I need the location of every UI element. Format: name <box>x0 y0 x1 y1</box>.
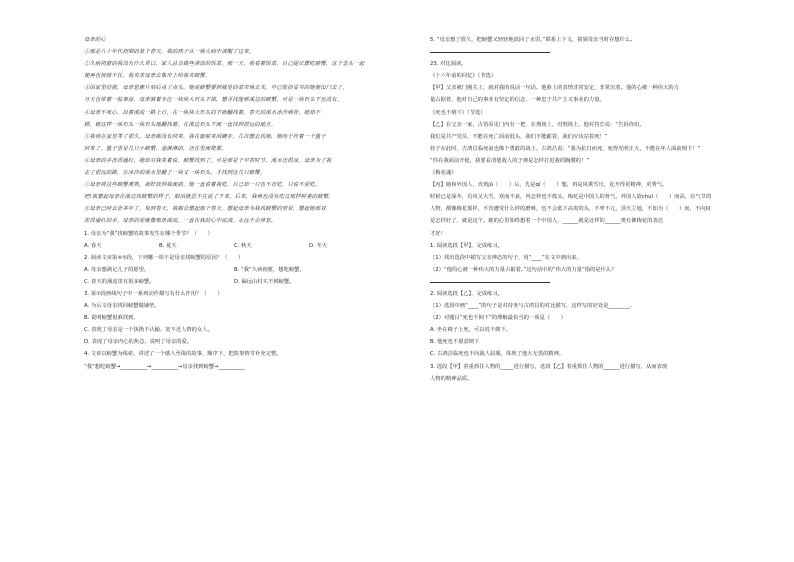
text-c-line: 是怎样好了，就是这个。她的心里始终想着一个中国人，______就是这样的______奥有佛梅花的表达 <box>430 218 664 225</box>
text-c-line: 【丙】她和外国人，直到jǔ（ ）后，先是qí（ ）想，再是风欺雪压，花开得更精神，更秀气。 <box>430 182 668 189</box>
sub-question: 2. 阅读选段【乙】，完成练习。 <box>430 290 503 297</box>
paragraph: 冻得通红的手。母亲的爱就像那条溪流，一直在我的心中流淌，永远不会停息。 <box>84 218 277 225</box>
paragraph: 走了很远的路，在冰冷的溪水里翻了一块又一块石头，才找到这几只螃蟹。 <box>84 170 266 177</box>
paragraph: ⑦母亲将这些螃蟹煮熟，剥好放到我面前。她一直看着我吃，自己却一只也不肯吃，只说不爱吃。 <box>84 182 321 189</box>
text-b-line: 我们是共产党员，不能在死亡面前低头，我们不能跪着，我们应该站着死！” <box>430 133 608 140</box>
question-2: 2. 阅读文章第④⑤段，下列哪一项不是母亲找螃蟹的原因？（ ） <box>84 254 244 261</box>
paragraph: ⑥母亲的手冻得通红，她却对我笑着说，螃蟹找到了。可是那是个早春时节，溪水还很凉，母亲为了我 <box>84 157 332 164</box>
text-a-line: 量占据着，他对自己的事业有坚定的信念，一种忠于共产主义事业的力量。 <box>430 97 605 104</box>
sub-question: 1. 阅读选段【甲】，完成练习。 <box>430 242 503 249</box>
question-2-options-row <box>84 276 384 288</box>
option: A. 春天 <box>84 242 102 249</box>
answer-rule <box>430 46 550 53</box>
text-b-line: 持子在此时，吉鸿昌临死前也像个勇敢的战士，古鸿昌说：“我为抗日而死，死得光明正大，不能在坏人面前倒下！” <box>430 145 701 152</box>
option: D. 冬天 <box>309 242 328 249</box>
option: C. 古鸿昌临死也不向敌人屈服，体现了他大无畏的精神。 <box>430 351 565 358</box>
text-b-line: “你在我面前开枪，我要看清楚敌人的子弹是怎样打进我的胸膛的！” <box>430 157 590 164</box>
answer-rule <box>430 276 550 283</box>
sub-question: （2）对题目“死也不倒下”的理解最恰当的一项是（ ） <box>430 315 566 322</box>
option: D. 偏远山村买不到螃蟹。 <box>234 278 295 285</box>
question-2-options-row <box>84 264 384 276</box>
question-3: 3. 第⑦段画线句子中一系列动作描写有什么作用？（ ） <box>84 290 223 297</box>
paragraph: ②久病初愈的我没有什么胃口，家人总会做些清淡的饭菜。那一天，我看着饭菜，自己提议想吃螃蟹，这个念头一起 <box>84 61 365 68</box>
paragraph: 月天也带着一股寒意，母亲骑着车往一块块大石头下探，想寻找能够溪边的螃蟹，可是一块石头下也没有。 <box>84 97 343 104</box>
text-c-line: 人物，都像梅花那样，不管遭受什么样的磨难，也不会低下高贵的头，不卑不亢，顶天立地，不知为（ ）而，不向权 <box>430 206 711 213</box>
paragraph: ④母亲不死心，沿着溪流一路上行，在一块块大石头的下面翻找着。春天的溪水冰冷刺骨，她却不 <box>84 109 321 116</box>
option: C. 表现了母亲是一个执拗不认输、宽不近人情的女人。 <box>84 327 213 334</box>
sub-question: （1）找出选段中描写父亲神态的句子，用“____”在文中画出来。 <box>430 254 582 261</box>
option: C. 春天的溪流里有很多螃蟹。 <box>84 278 155 285</box>
question-1-options <box>84 240 384 252</box>
sub-question: （2）“他的心被一种伟大的力量占据着。”这句话中的“伟大的力量”指的是什么？ <box>430 266 617 273</box>
text-b-line: 【乙】在父亲一家，古语看见门内有一把，在刑场上，对刑场上，他对持长说：“告诉你们， <box>430 121 645 128</box>
paragraph: 回来了，篮子里是几只小螃蟹，湿淋淋的，还在里面爬着。 <box>84 145 227 152</box>
option: B. 他死也不愿意倒下 <box>430 339 480 346</box>
text-a-title: 《十六年前的回忆》（节选） <box>430 73 497 80</box>
story-title: 母亲的心 <box>84 37 106 43</box>
sub-question: （1）选段中画“____”的句子是对持务与古鸿昌的对比描写，这样写的好处是________。 <box>430 303 635 310</box>
answer-line <box>430 46 730 58</box>
sub-question: 3. 选段【甲】着重抓住人物的_____进行描写，选段【乙】着重抓住人物的______进行描写，从而表现 <box>430 363 668 370</box>
option: C. 秋天 <box>234 242 252 249</box>
question-5: 5. “母亲想了很久，把螃蟹又轻轻地放回了水里。”联系上下文，猜猜母亲当时在想什么。 <box>430 37 636 43</box>
option: A. 为后文母亲找回螃蟹做铺垫。 <box>84 303 160 310</box>
option: B. 说明螃蟹很难找到。 <box>84 315 139 322</box>
answer-line <box>430 276 730 288</box>
sub-question: 人物的精神品质。 <box>430 375 473 382</box>
paragraph: 顾，就这样一块石头一块石头地翻找着，在溪边石头下面一直找到很远的地方。 <box>84 121 277 128</box>
text-c-line: 时候已是深冬，有风又大雪，寒而不衰，再怎样也不低头，梅花是中国人的骨气，外国人欲chuī（ ）而高，有气节的 <box>430 194 712 201</box>
option: B. “我”久病初愈，想吃螃蟹。 <box>234 266 305 273</box>
text-c-title: 《梅花魂》 <box>430 170 457 177</box>
option: D. 表现了母亲内心的焦急，说明了母亲的爱。 <box>84 339 193 346</box>
paragraph: 吧!我想起母亲在溪边找螃蟹的样子，眼泪就忍不住流了下来。后来，我再也没有吃过那样鲜美的螃蟹。 <box>84 194 334 201</box>
paragraph: ⑧母亲已经去世多年了，每到春天，我都会想起那个春天，想起母亲为我找螃蟹的情景，想起她那双 <box>84 206 326 213</box>
text-c-line: 才好！ <box>430 230 446 237</box>
paragraph: 便再也按捺不住，我央求母亲去集市上给我买螃蟹。 <box>84 73 211 80</box>
right-column <box>430 34 730 385</box>
left-column <box>84 34 384 373</box>
text-b-title: 《死也不倒下》（节选） <box>430 109 486 116</box>
paragraph: ①那是八十年代初期的某个春天，我的孩子从一场大病中清醒了过来。 <box>84 49 255 56</box>
paragraph: ③因家里拮据，母亲思索片刻后点了点头。她说螃蟹要到城里的菜市场去买，早已收拾妥当的她便出门去了。 <box>84 85 348 92</box>
option: A. 母亲想满足儿子的愿望。 <box>84 266 150 273</box>
text-a-line: 【甲】父亲被门刚关上，就对我的说话一句话。他脸上的表情非常安定，非常沉着。他的心被一种伟大的力 <box>430 85 679 92</box>
option: A. 坐在椅子上死，可以说不倒下。 <box>430 327 512 334</box>
paragraph: ⑤我待在家里等了很久，母亲都没有回来。我在窗前来回踱步，几次想去找她，她终于拎着一个篮子 <box>84 133 326 140</box>
question-4: 4. 文章以螃蟹为线索，讲述了一个感人至深的故事，顺序下，把故事情节补充完整。 <box>84 351 282 358</box>
option: B. 夏天 <box>159 242 177 249</box>
question-1: 1. 母亲为“我”找螃蟹的故事发生在哪个季节？（ ） <box>84 230 213 237</box>
question-23-title: 23. 对比阅读。 <box>430 61 467 68</box>
question-4-flow: “我”想吃螃蟹→__________→__________→母亲找到螃蟹→__________ <box>84 363 245 370</box>
